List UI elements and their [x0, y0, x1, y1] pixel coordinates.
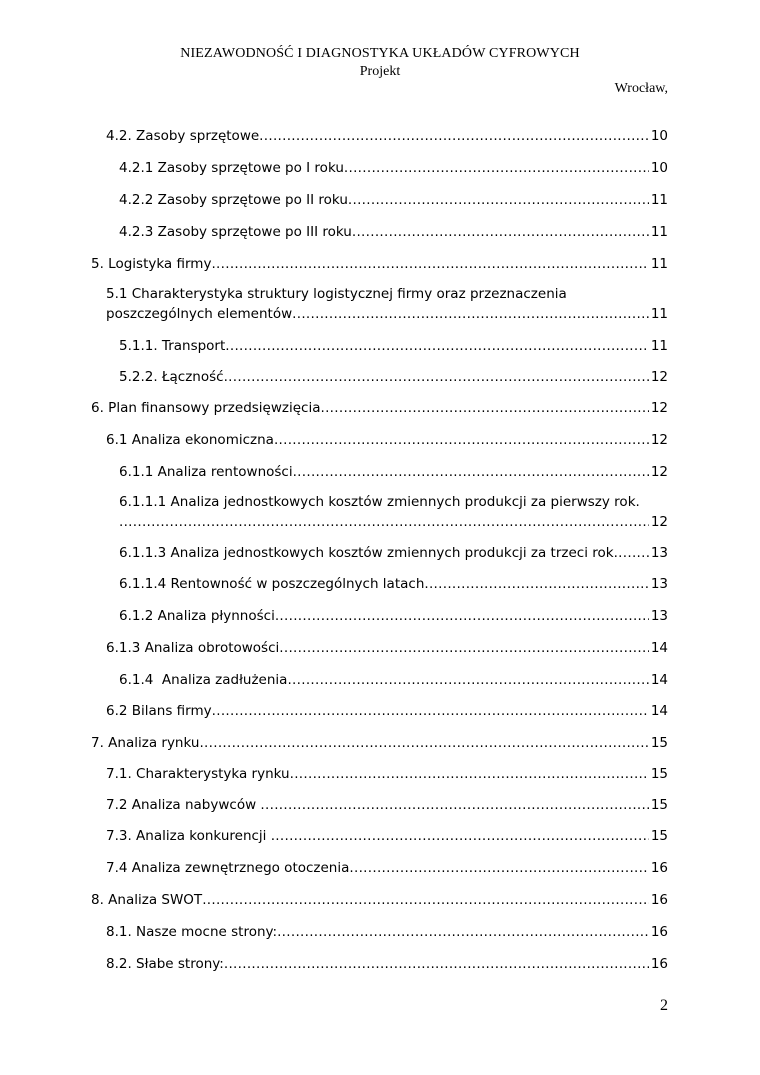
toc-entry-text: 4.2.2 Zasoby sprzętowe po II roku [119, 192, 348, 208]
toc-entry[interactable] [0, 828, 760, 850]
toc-entry-page: 13 [650, 545, 668, 561]
document-subtitle: Projekt [359, 64, 401, 79]
toc-entry-page: 13 [650, 576, 668, 592]
toc-entry-text: 6.1.2 Analiza płynności [119, 608, 275, 624]
toc-entry-text: 6.1.4 Analiza zadłużenia [119, 672, 288, 688]
toc-entry-text: 6.1 Analiza ekonomiczna [106, 432, 274, 448]
toc-leader-dots [349, 860, 648, 876]
toc-entry-page: 12 [650, 464, 668, 480]
toc-entry-text: 7. Analiza rynku [91, 735, 200, 751]
toc-leader-dots [274, 432, 649, 448]
toc-entry-text: 4.2. Zasoby sprzętowe [106, 128, 260, 144]
toc-entry-page: 16 [650, 892, 668, 908]
toc-leader-dots [277, 924, 649, 940]
toc-entry-text: 6.1.1.4 Rentowność w poszczególnych latach [119, 576, 425, 592]
toc-leader-dots [259, 128, 649, 144]
toc-entry[interactable] [0, 766, 760, 788]
toc-entry-page: 12 [650, 400, 668, 416]
toc-leader-dots [424, 576, 648, 592]
toc-entry-page: 12 [650, 514, 668, 530]
toc-entry[interactable] [0, 369, 760, 391]
toc-entry-text: 6.1.1.3 Analiza jednostkowych kosztów zmiennych produkcji za trzeci rok [119, 545, 614, 561]
toc-entry-page: 11 [650, 224, 668, 240]
toc-entry-text: 7.1. Charakterystyka rynku [106, 766, 290, 782]
toc-entry-text: 5. Logistyka firmy [91, 256, 212, 272]
toc-entry[interactable] [0, 735, 760, 757]
toc-entry-page: 15 [650, 797, 668, 813]
toc-entry[interactable] [0, 576, 760, 598]
toc-entry[interactable] [0, 956, 760, 978]
document-city: Wrocław, [614, 81, 668, 96]
page-number: 2 [660, 997, 668, 1014]
toc-entry-text: 5.2.2. Łączność [119, 369, 224, 385]
toc-entry-text: 8.2. Słabe strony: [106, 956, 224, 972]
toc-leader-dots [260, 797, 648, 813]
toc-leader-dots [202, 892, 649, 908]
toc-entry[interactable] [0, 286, 760, 328]
toc-leader-dots [275, 608, 649, 624]
toc-entry-page: 12 [650, 432, 668, 448]
toc-entry-text: 4.2.1 Zasoby sprzętowe po I roku [119, 160, 344, 176]
toc-entry[interactable] [0, 494, 760, 536]
toc-entry-page: 11 [650, 306, 668, 322]
toc-leader-dots [293, 464, 649, 480]
toc-entry-text: 6.2 Bilans firmy [106, 703, 212, 719]
toc-entry-page: 13 [650, 608, 668, 624]
toc-entry-text: 7.4 Analiza zewnętrznego otoczenia [106, 860, 350, 876]
toc-entry[interactable] [0, 892, 760, 914]
toc-leader-dots [225, 338, 649, 354]
toc-entry[interactable] [0, 608, 760, 630]
toc-entry-page: 11 [650, 256, 668, 272]
toc-entry-page: 12 [650, 369, 668, 385]
document-title: NIEZAWODNOŚĆ I DIAGNOSTYKA UKŁADÓW CYFROWYCH [180, 46, 580, 61]
toc-entry-page: 10 [650, 128, 668, 144]
toc-entry-page: 10 [650, 160, 668, 176]
toc-entry-page: 16 [650, 924, 668, 940]
toc-leader-dots [348, 192, 649, 208]
toc-leader-dots [279, 640, 649, 656]
toc-entry-text: 6. Plan finansowy przedsięwzięcia [91, 400, 321, 416]
toc-entry[interactable] [0, 464, 760, 486]
toc-entry[interactable] [0, 128, 760, 150]
toc-leader-dots [292, 306, 649, 322]
toc-entry[interactable] [0, 860, 760, 882]
toc-leader-dots [287, 672, 648, 688]
toc-entry[interactable] [0, 192, 760, 214]
toc-entry-text: 6.1.3 Analiza obrotowości [106, 640, 280, 656]
toc-entry-text: 8.1. Nasze mocne strony: [106, 924, 278, 940]
toc-entry-page: 11 [650, 192, 668, 208]
toc-entry-page: 16 [650, 860, 668, 876]
toc-entry-page: 16 [650, 956, 668, 972]
toc-entry-text: 6.1.1 Analiza rentowności [119, 464, 293, 480]
toc-entry-page: 15 [650, 766, 668, 782]
toc-entry[interactable] [0, 400, 760, 422]
toc-leader-dots [271, 828, 649, 844]
toc-leader-dots [614, 545, 649, 561]
toc-entry[interactable] [0, 224, 760, 246]
toc-entry[interactable] [0, 256, 760, 278]
toc-entry-page: 14 [650, 672, 668, 688]
toc-entry-text: 7.3. Analiza konkurencji [106, 828, 271, 844]
toc-entry[interactable] [0, 797, 760, 819]
toc-entry[interactable] [0, 160, 760, 182]
toc-entry-text: 7.2 Analiza nabywców [106, 797, 261, 813]
toc-entry-text: 5.1.1. Transport [119, 338, 226, 354]
toc-leader-dots [119, 514, 649, 530]
toc-leader-dots [344, 160, 649, 176]
toc-leader-dots [224, 956, 649, 972]
toc-entry[interactable] [0, 703, 760, 725]
toc-leader-dots [224, 369, 649, 385]
toc-entry-text-continued: poszczególnych elementów [106, 306, 293, 322]
toc-entry[interactable] [0, 924, 760, 946]
toc-entry-page: 11 [650, 338, 668, 354]
toc-leader-dots [199, 735, 648, 751]
toc-entry-text: 5.1 Charakterystyka struktury logistycznej firmy oraz przeznaczenia [106, 286, 567, 302]
toc-leader-dots [352, 224, 649, 240]
toc-entry-page: 14 [650, 703, 668, 719]
toc-leader-dots [211, 256, 648, 272]
toc-entry-text: 6.1.1.1 Analiza jednostkowych kosztów zmiennych produkcji za pierwszy rok. [119, 494, 640, 510]
toc-entry-page: 15 [650, 828, 668, 844]
toc-entry[interactable] [0, 338, 760, 360]
toc-leader-dots [290, 766, 649, 782]
toc-entry[interactable] [0, 672, 760, 694]
toc-entry-text: 8. Analiza SWOT [91, 892, 203, 908]
toc-entry[interactable] [0, 432, 760, 454]
toc-entry[interactable] [0, 545, 760, 567]
toc-entry-text: 4.2.3 Zasoby sprzętowe po III roku [119, 224, 352, 240]
toc-entry-page: 14 [650, 640, 668, 656]
toc-leader-dots [212, 703, 649, 719]
toc-leader-dots [321, 400, 649, 416]
toc-entry-page: 15 [650, 735, 668, 751]
toc-entry[interactable] [0, 640, 760, 662]
